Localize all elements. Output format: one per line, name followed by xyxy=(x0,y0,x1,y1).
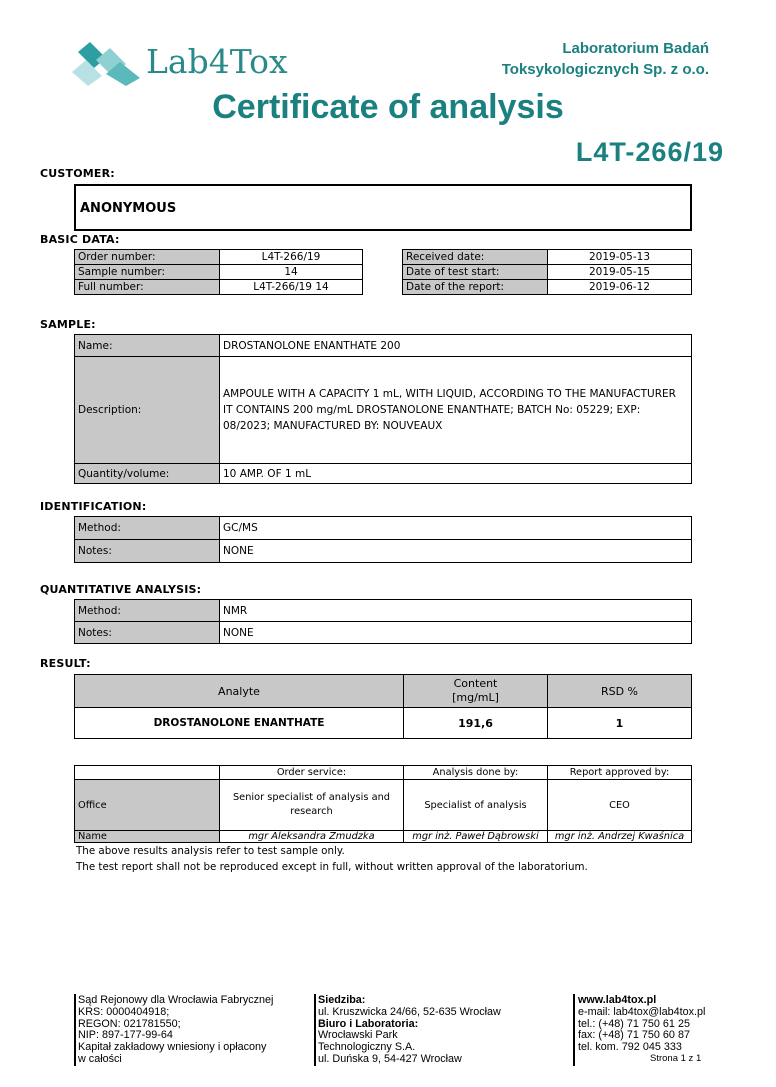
office-order-line2: research xyxy=(290,806,333,817)
table-row xyxy=(403,280,692,295)
sample-table xyxy=(74,334,692,484)
table-row xyxy=(75,675,692,708)
table-row xyxy=(75,517,692,540)
identification-notes-label: Notes: xyxy=(75,540,220,563)
logo-mark-icon xyxy=(70,40,144,88)
report-date-value: 2019-06-12 xyxy=(548,280,692,295)
footer-website-link[interactable]: www.lab4tox.pl xyxy=(578,994,657,1006)
order-number-value: L4T-266/19 xyxy=(220,250,363,265)
quantitative-method-value: NMR xyxy=(220,600,692,622)
quantity-value: 10 AMP. OF 1 mL xyxy=(220,464,692,484)
table-row xyxy=(75,540,692,563)
identification-method-label: Method: xyxy=(75,517,220,540)
sample-name-value: DROSTANOLONE ENANTHATE 200 xyxy=(220,335,692,357)
footer-col2 xyxy=(318,995,501,1066)
signatures-corner xyxy=(75,766,220,780)
basic-data-left-table xyxy=(74,249,363,295)
signatures-table xyxy=(74,765,692,843)
col-analysis-done: Analysis done by: xyxy=(404,766,548,780)
col-report-approved: Report approved by: xyxy=(548,766,692,780)
note-line1: The above results analysis refer to test sample only. xyxy=(76,845,345,857)
footer-line: Biuro i Laboratoria: xyxy=(318,1017,419,1030)
footer-line: KRS: 0000404918; xyxy=(78,1005,170,1018)
quantitative-table xyxy=(74,599,692,644)
result-table xyxy=(74,674,692,739)
quantity-label: Quantity/volume: xyxy=(75,464,220,484)
table-row xyxy=(75,335,692,357)
footer-divider xyxy=(314,994,316,1066)
footer-col1 xyxy=(78,995,273,1066)
table-row xyxy=(75,250,363,265)
description-line: 08/2023; MANUFACTURED BY: NOUVEAUX xyxy=(223,420,443,432)
report-date-label: Date of the report: xyxy=(403,280,548,295)
table-row xyxy=(75,708,692,739)
name-order: mgr Aleksandra Żmudzka xyxy=(220,831,404,843)
received-date-label: Received date: xyxy=(403,250,548,265)
name-label: Name xyxy=(75,831,220,843)
office-label: Office xyxy=(75,780,220,831)
table-row xyxy=(75,600,692,622)
result-rsd: 1 xyxy=(548,708,692,739)
table-row xyxy=(75,357,692,464)
certificate-number: L4T-266/19 xyxy=(575,137,724,167)
identification-method-value: GC/MS xyxy=(220,517,692,540)
table-row xyxy=(75,280,363,295)
basic-data-section-label: BASIC DATA: xyxy=(40,233,120,246)
test-start-value: 2019-05-15 xyxy=(548,265,692,280)
footer-line: fax: (+48) 71 750 60 87 xyxy=(578,1029,690,1042)
sample-name-label: Name: xyxy=(75,335,220,357)
table-row xyxy=(75,464,692,484)
sample-description-value xyxy=(220,357,692,464)
footer-line: Kapitał zakładowy wniesiony i opłacony xyxy=(78,1041,267,1054)
received-date-value: 2019-05-13 xyxy=(548,250,692,265)
result-section-label: RESULT: xyxy=(40,657,91,670)
footer-divider xyxy=(573,994,575,1066)
table-row xyxy=(75,780,692,831)
page-title: Certificate of analysis xyxy=(212,88,564,126)
table-row xyxy=(403,265,692,280)
customer-section-label: CUSTOMER: xyxy=(40,167,115,180)
footer-col3 xyxy=(578,995,705,1054)
full-number-label: Full number: xyxy=(75,280,220,295)
logo-text: Lab4Tox xyxy=(146,42,288,81)
lab-name-line1: Laboratorium Badań xyxy=(562,40,709,57)
name-approved: mgr inż. Andrzej Kwaśnica xyxy=(548,831,692,843)
footer-divider xyxy=(74,994,76,1066)
result-analyte: DROSTANOLONE ENANTHATE xyxy=(75,708,404,739)
description-line: AMPOULE WITH A CAPACITY 1 mL, WITH LIQUID, ACCORDING TO THE MANUFACTURER xyxy=(223,388,676,400)
col-content-line1: Content xyxy=(453,677,498,690)
col-content-header xyxy=(404,675,548,708)
office-order xyxy=(220,780,404,831)
identification-section-label: IDENTIFICATION: xyxy=(40,500,147,513)
test-start-label: Date of test start: xyxy=(403,265,548,280)
table-row xyxy=(75,265,363,280)
customer-name: ANONYMOUS xyxy=(80,201,177,216)
office-analysis: Specialist of analysis xyxy=(404,780,548,831)
table-row xyxy=(403,250,692,265)
col-analyte-header: Analyte xyxy=(75,675,404,708)
description-line: IT CONTAINS 200 mg/mL DROSTANOLONE ENANTHATE; BATCH No: 05229; EXP: xyxy=(223,404,641,416)
footer-line: Siedziba: xyxy=(318,994,366,1006)
footer-line: tel.: (+48) 71 750 61 25 xyxy=(578,1017,690,1030)
table-row xyxy=(75,831,692,843)
quantitative-section-label: QUANTITATIVE ANALYSIS: xyxy=(40,583,202,596)
table-row xyxy=(75,622,692,644)
name-analysis: mgr inż. Paweł Dąbrowski xyxy=(404,831,548,843)
footer-line: ul. Duńska 9, 54-427 Wrocław xyxy=(318,1052,462,1065)
footer-line: Technologiczny S.A. xyxy=(318,1041,416,1054)
footer-line: NIP: 897-177-99-64 xyxy=(78,1029,173,1042)
lab-name-line2: Toksykologicznych Sp. z o.o. xyxy=(501,61,709,78)
footer-email[interactable]: e-mail: lab4tox@lab4tox.pl xyxy=(578,1005,706,1018)
footer-line: w całości xyxy=(78,1052,122,1065)
col-rsd-header: RSD % xyxy=(548,675,692,708)
quantitative-method-label: Method: xyxy=(75,600,220,622)
sample-number-label: Sample number: xyxy=(75,265,220,280)
footer-line: REGON: 021781550; xyxy=(78,1017,181,1030)
table-row xyxy=(75,766,692,780)
office-approved: CEO xyxy=(548,780,692,831)
full-number-value: L4T-266/19 14 xyxy=(220,280,363,295)
footer-line: Wrocławski Park xyxy=(318,1029,398,1042)
note-line2: The test report shall not be reproduced except in full, without written approval of the laboratorium. xyxy=(76,861,588,873)
notes xyxy=(76,843,588,875)
page-number: Strona 1 z 1 xyxy=(650,1053,702,1064)
footer-line: tel. kom. 792 045 333 xyxy=(578,1041,682,1054)
result-content: 191,6 xyxy=(404,708,548,739)
sample-section-label: SAMPLE: xyxy=(40,318,96,331)
footer-line: ul. Kruszwicka 24/66, 52-635 Wrocław xyxy=(318,1005,501,1018)
sample-description-label: Description: xyxy=(75,357,220,464)
col-content-line2: [mg/mL] xyxy=(452,691,499,704)
logo xyxy=(70,40,288,88)
identification-notes-value: NONE xyxy=(220,540,692,563)
col-order-service: Order service: xyxy=(220,766,404,780)
sample-number-value: 14 xyxy=(220,265,363,280)
identification-table xyxy=(74,516,692,563)
lab-name xyxy=(409,38,709,80)
footer-line: Sąd Rejonowy dla Wrocławia Fabrycznej xyxy=(78,994,274,1006)
quantitative-notes-value: NONE xyxy=(220,622,692,644)
customer-box xyxy=(74,184,692,231)
office-order-line1: Senior specialist of analysis and xyxy=(232,792,391,803)
basic-data-right-table xyxy=(402,249,692,295)
quantitative-notes-label: Notes: xyxy=(75,622,220,644)
order-number-label: Order number: xyxy=(75,250,220,265)
